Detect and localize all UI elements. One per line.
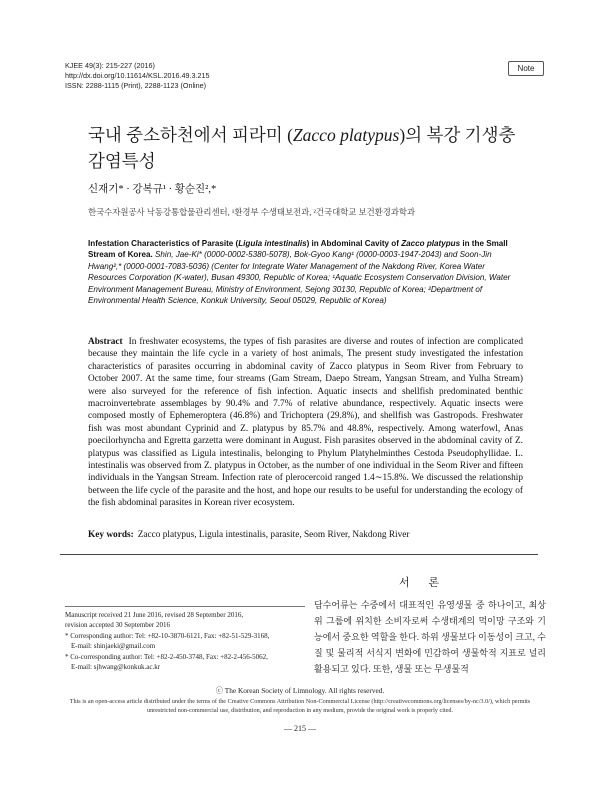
introduction-text: 담수어류는 수중에서 대표적인 유영생물 중 하나이고, 최상위 그룹에 위치한 소비자로써 수생태계의 먹이망 구조와 기능에서 중요한 역할을 한다. 하위 생물보다 이동성이 크고, 수질 및 물리적 서식지 변화에 민감하여 생물학적 지표로 널리 활용되고 있다. 또한, 생물 또는 무생물적: [314, 600, 546, 674]
journal-info: [65, 61, 210, 91]
footnote-corresponding: * Corresponding author: Tel: +82-10-3870-6121, Fax: +82-51-529-3168,: [65, 631, 270, 640]
article-type-badge: Note: [508, 61, 544, 76]
english-title-c: in the Small Stream of Korea.: [88, 239, 508, 260]
journal-citation: KJEE 49(3): 215-227 (2016): [65, 61, 155, 70]
footnote-co-corresponding-email[interactable]: E-mail: sjhwang@konkuk.ac.kr: [71, 663, 161, 672]
english-title-b: ) in Abdominal Cavity of: [306, 239, 402, 248]
footnotes: [65, 610, 305, 672]
footnote-divider: [65, 606, 305, 607]
copyright-notice: ⓒ The Korean Society of Limnology. All rights reserved.: [215, 686, 385, 695]
title-ko-part2: )의 복강 기생충 감염특성: [88, 125, 516, 171]
title-ko-species: Zacco platypus: [292, 125, 400, 145]
footnote-accepted: revision accepted 30 September 2016: [65, 621, 170, 630]
abstract-text: In freshwater ecosystems, the types of fish parasites are diverse and routes of infection are complicated because they maintain the life cycle in a variety of host animals, The present study investigated the infestation characteristics of parasites occurring in abdominal cavity of Zacco platypus in Seom River from February to October 2007. At the same time, four streams (Gam Stream, Daepo Stream, Yangsan Stream, and Yulha Stream) were also surveyed for the reference of fish infection. Aquatic insects and shellfish predominated benthic macroinvertebrate assemblages by 90.4% and 7.7% of relative abundance, respectively. Aquatic insects were composed mostly of Ephemeroptera (46.8%) and Trichoptera (29.8%), and shellfish was Gastropods. Freshwater fish was most abundant Cyprinid and Z. platypus by 85.7% and 48.8%, respectively. Among waterfowl, Anas poecilorhyncha and Egretta garzetta were dominant in August. Fish parasites observed in the abdominal cavity of Z. platypus was classified as Ligula intestinalis, belonging to Phylum Platyhelminthes Cestoda Pseudophyllidae. L. intestinalis was observed from Z. platypus in October, as the number of one individual in the Seom River and fifteen individuals in the Yangsan Stream. Infection rate of plerocercoid ranged 1.4∼15.8%. We discussed the relationship between the life cycle of the parasite and the host, and hope our results to be useful for understanding the ecology of the fish abdominal parasites in Korean river ecosystem.: [88, 337, 523, 509]
section-heading: 서 론: [398, 577, 447, 589]
footnote-corresponding-email[interactable]: E-mail: shinjaeki@gmail.com: [71, 642, 156, 651]
keywords-label: Key words:: [88, 530, 134, 540]
license-notice: This is an open-access article distributed under the terms of the Creative Commons Attribution Non-Commercial License (http://creativecommons.org/licenses/by-nc/3.0/), which permits unrestricted non-commercial use, distribution, and reproduction in any medium, provide the original work is properly cited.: [69, 698, 531, 714]
footnote-co-corresponding: * Co-corresponding author: Tel: +82-2-450-3748, Fax: +82-2-456-5062,: [65, 652, 268, 661]
abstract: [88, 336, 523, 510]
page-title-korean: [88, 122, 528, 174]
english-title-species1: Ligula intestinalis: [238, 239, 307, 248]
title-ko-part1: 국내 중소하천에서 피라미 (: [88, 125, 293, 145]
english-title-species2: Zacco platypus: [401, 239, 461, 248]
divider: [60, 554, 538, 555]
journal-doi[interactable]: http://dx.doi.org/10.11614/KSL.2016.49.3.215: [65, 71, 210, 80]
abstract-label: Abstract: [88, 337, 123, 347]
footnote-received: Manuscript received 21 June 2016, revised 28 September 2016,: [65, 611, 244, 619]
english-title-a: Infestation Characteristics of Parasite (: [88, 239, 239, 248]
english-authors-affiliations: Shin, Jae-Ki* (0000-0002-5380-5078), Bok-Gyoo Kang¹ (0000-0003-1947-2043) and Soon-Jin Hwang²,* (0000-0001-7083-5036) (Center for Integrate Water Management of the Nakdong River, Korea Water Resources Corporation (K-water), Busan 49300, Republic of Korea; ¹Aquatic Ecosystem Conservation Division, Water Environment Management Bureau, Ministry of Environment, Sejong 30130, Republic of Korea; ²Department of Environmental Health Science, Konkuk University, Seoul 05029, Republic of Korea): [88, 250, 511, 306]
authors-korean: 신재기* · 강복규¹ · 황순진²,*: [88, 184, 217, 195]
affiliations-korean: 한국수자원공사 낙동강통합물관리센터, ¹환경부 수생태보전과, ²건국대학교 보건환경과학과: [88, 208, 416, 217]
english-title-block: [88, 238, 523, 306]
keywords: [88, 529, 523, 541]
journal-issn: ISSN: 2288-1115 (Print), 2288-1123 (Online): [65, 81, 207, 90]
keywords-text: Zacco platypus, Ligula intestinalis, parasite, Seom River, Nakdong River: [137, 530, 410, 540]
page-number: — 215 —: [284, 724, 316, 733]
